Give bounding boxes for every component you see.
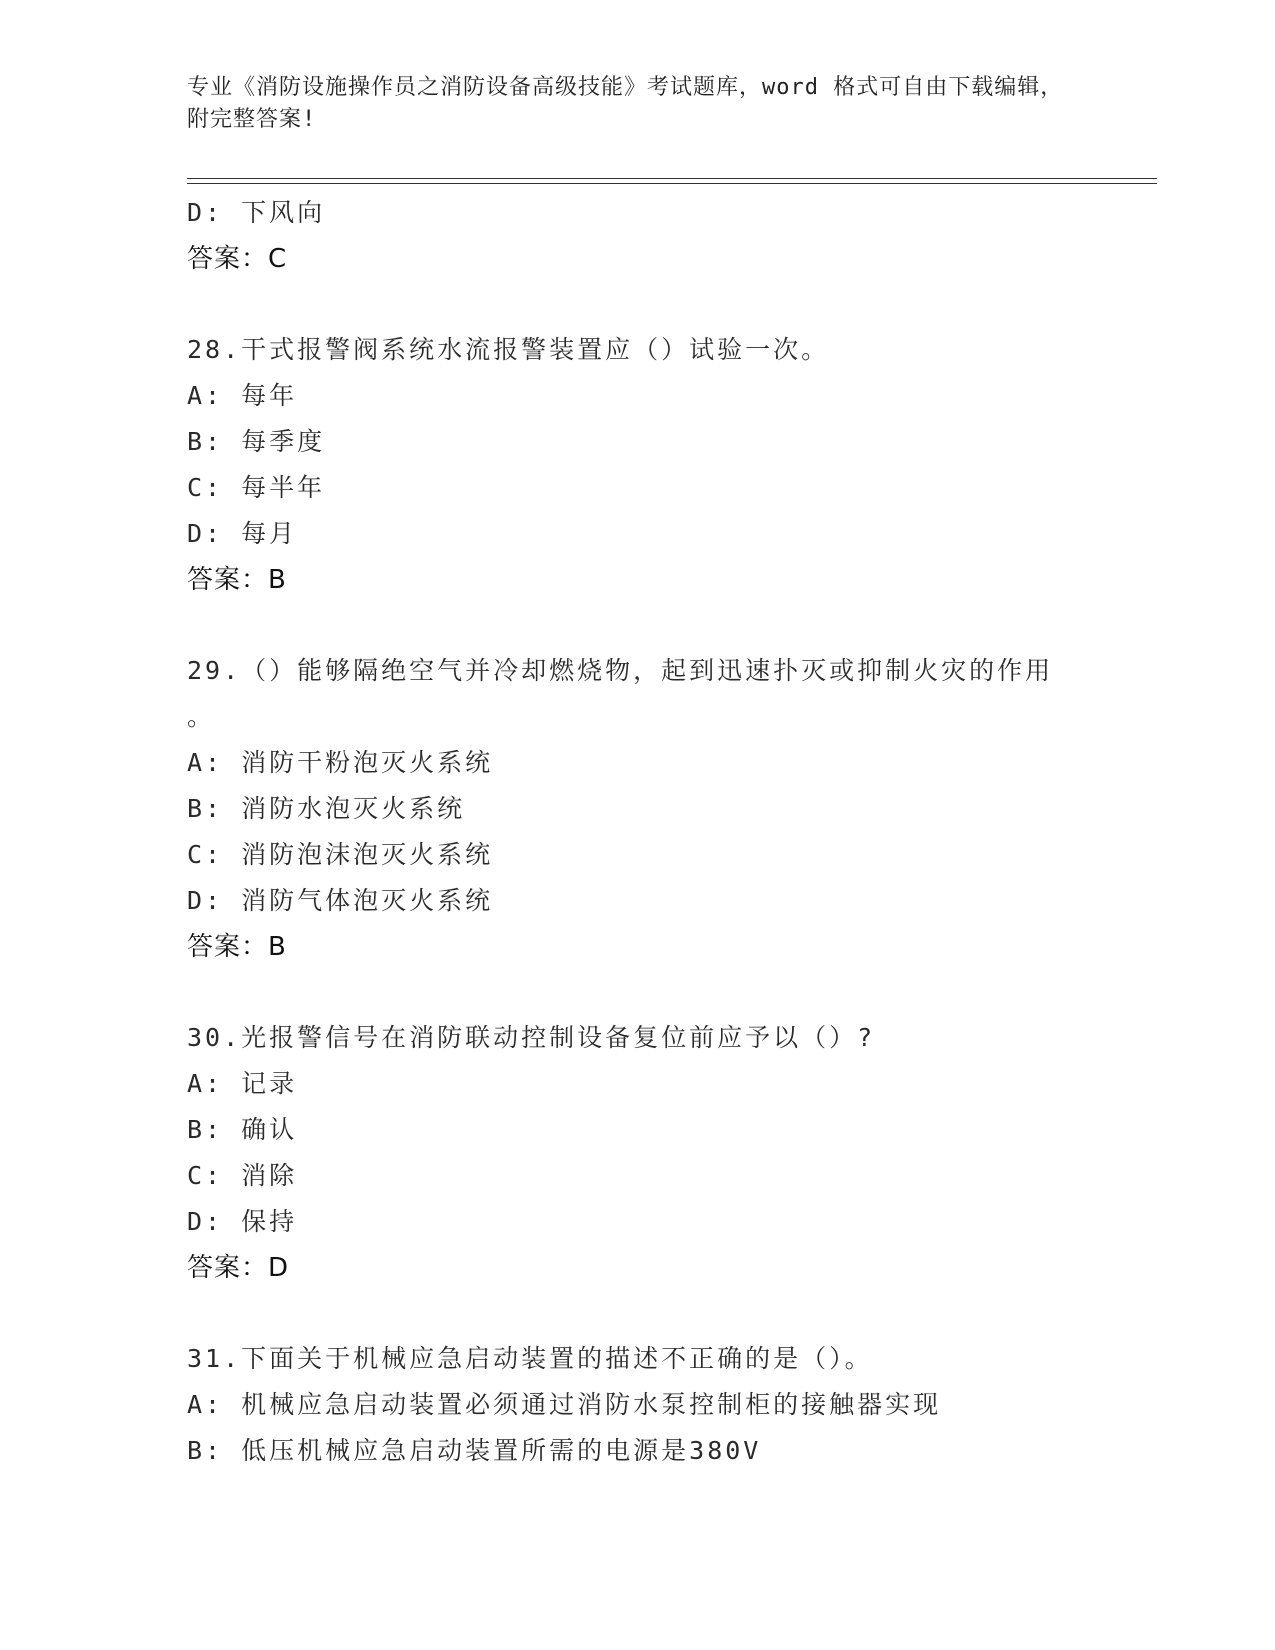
- question-29-stem-continuation: 。: [187, 702, 213, 731]
- question-30-answer: 答案：D: [187, 1253, 290, 1283]
- question-29-option-a: A: 消防干粉泡灭火系统: [187, 748, 494, 777]
- prev-option-d: D: 下风向: [187, 198, 326, 227]
- question-30-option-b: B: 确认: [187, 1115, 298, 1144]
- question-30-option-a: A: 记录: [187, 1069, 298, 1098]
- question-30-stem: 30.光报警信号在消防联动控制设备复位前应予以（）?: [187, 1023, 876, 1052]
- question-31-option-b: B: 低压机械应急启动装置所需的电源是380V: [187, 1436, 762, 1465]
- question-28-option-d: D: 每月: [187, 519, 298, 548]
- question-30-option-d: D: 保持: [187, 1207, 298, 1236]
- question-28-stem: 28.干式报警阀系统水流报警装置应（）试验一次。: [187, 335, 830, 364]
- document-header: 专业《消防设施操作员之消防设备高级技能》考试题库，word 格式可自由下载编辑，附完整答案!: [187, 75, 1064, 132]
- question-29-stem: 29.（）能够隔绝空气并冷却燃烧物，起到迅速扑灭或抑制火灾的作用: [187, 656, 1054, 685]
- question-31-stem: 31.下面关于机械应急启动装置的描述不正确的是（）。: [187, 1344, 873, 1373]
- question-31-option-a: A: 机械应急启动装置必须通过消防水泵控制柜的接触器实现: [187, 1390, 942, 1419]
- question-29-answer: 答案：B: [187, 932, 287, 962]
- header-rule-top: [187, 178, 1157, 179]
- question-30-option-c: C: 消除: [187, 1161, 298, 1190]
- question-28-option-b: B: 每季度: [187, 427, 326, 456]
- question-list: [187, 190, 1087, 1474]
- header-rule-bottom: [187, 183, 1157, 184]
- question-29-option-b: B: 消防水泡灭火系统: [187, 794, 466, 823]
- question-29-option-c: C: 消防泡沫泡灭火系统: [187, 840, 494, 869]
- question-28-option-c: C: 每半年: [187, 473, 326, 502]
- prev-answer: 答案：C: [187, 244, 288, 274]
- question-28-answer: 答案：B: [187, 565, 287, 595]
- question-29-option-d: D: 消防气体泡灭火系统: [187, 886, 494, 915]
- question-28-option-a: A: 每年: [187, 381, 298, 410]
